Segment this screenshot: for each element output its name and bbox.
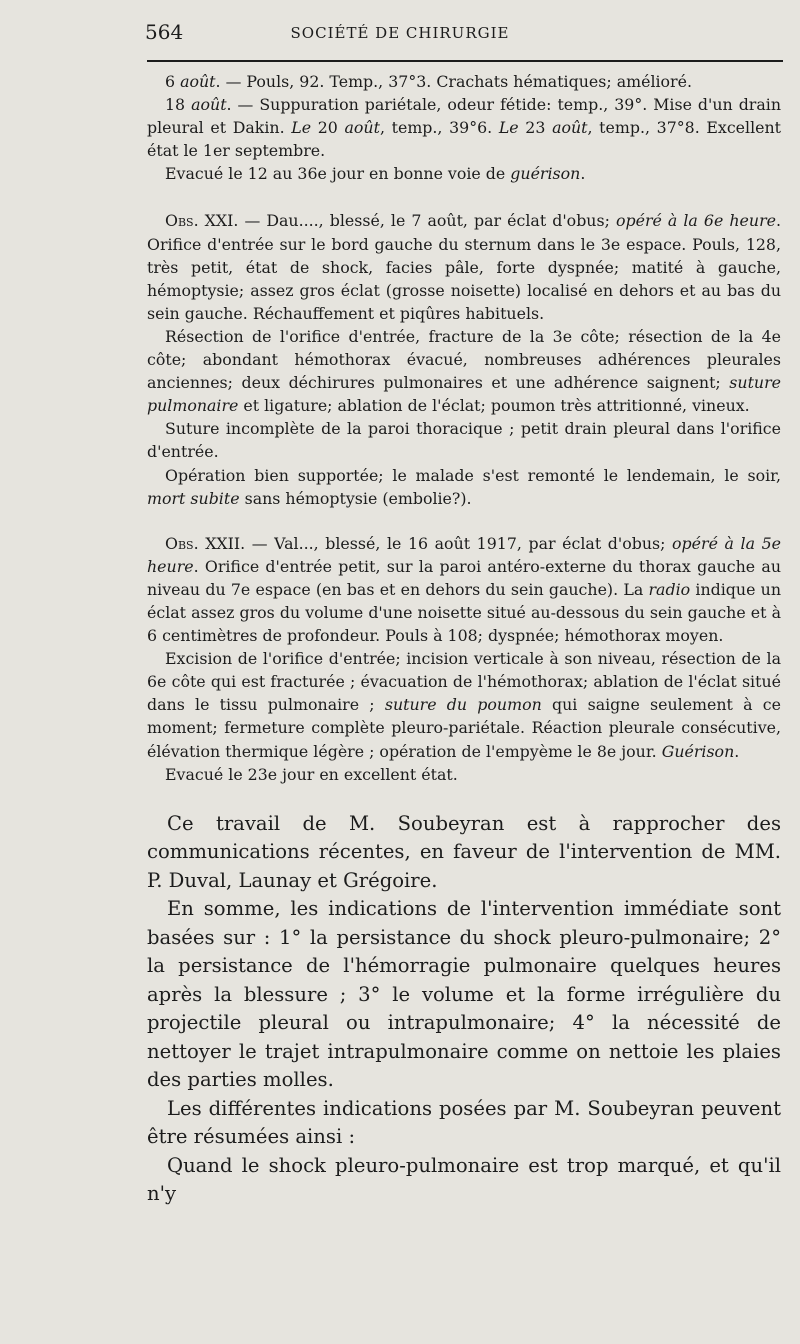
observation-22: Obs. XXII. — Val..., blessé, le 16 août 1917, par éclat d'obus; opéré à la 5e heure. Orifice d'entrée petit, sur la paroi antéro-externe du thorax gauche au niveau du 7e espace (en bas et en dehors du sein gauche). La radio indique un éclat assez gros du volume d'une noisette situé au-dessous du sein gauche et à 6 centimètres de profondeur. Pouls à 108; dyspnée; hémothorax moyen. bbox=[147, 533, 781, 646]
paragraph: En somme, les indications de l'intervention immédiate sont basées sur : 1° la persistance du shock pleuro-pulmonaire; 2° la persistance de l'hémorragie pulmonaire quelques heures après la blessure ; 3° le volume et la forme irrégulière du projectile pleural ou intrapulmonaire; 4° la nécessité de nettoyer le trajet intrapulmonaire comme on nettoie les plaies des parties molles. bbox=[147, 897, 781, 1092]
paragraph: Suture incomplète de la paroi thoracique ; petit drain pleural dans l'orifice d'entrée. bbox=[147, 419, 781, 462]
observation-21: Obs. XXI. — Dau...., blessé, le 7 août, par éclat d'obus; opéré à la 6e heure. Orifice d'entrée sur le bord gauche du sternum dans le 3e espace. Pouls, 128, très petit, état de shock, facies pâle, forte dyspnée; matité à gauche, hémoptysie; assez gros éclat (grosse noisette) localisé en dehors et au bas du sein gauche. Réchauffement et piqûres habituels. bbox=[147, 211, 781, 323]
paragraph: 6 août. — Pouls, 92. Temp., 37°3. Crachats hématiques; amélioré. bbox=[165, 72, 692, 91]
paragraph: Excision de l'orifice d'entrée; incision verticale à son niveau, résection de la 6e côte qui est fracturée ; évacuation de l'hémothorax; ablation de l'éclat situé dans le tissu pulmonaire ; suture du poumon qui saigne seulement à ce moment; fermeture complète pleuro-pariétale. Réaction pleurale consécutive, élévation thermique légère ; opération de l'empyème le 8e jour. Guérison. bbox=[147, 649, 781, 761]
paragraph: Evacué le 23e jour en excellent état. bbox=[165, 764, 458, 784]
paragraph: Résection de l'orifice d'entrée, fracture de la 3e côte; résection de la 4e côte; abondant hémothorax évacué, nombreuses adhérences pleurales anciennes; deux déchirures pulmonaires et une adhérence saignent; suture pulmonaire et ligature; ablation de l'éclat; poumon très attritionné, vineux. bbox=[147, 326, 781, 416]
paragraph: Les différentes indications posées par M. Soubeyran peuvent être résumées ainsi : bbox=[147, 1096, 781, 1149]
running-title: SOCIÉTÉ DE CHIRURGIE bbox=[290, 24, 510, 42]
discussion-section bbox=[147, 810, 781, 1209]
paragraph: Opération bien supportée; le malade s'est remonté le lendemain, le soir, mort subite sans hémoptysie (embolie?). bbox=[147, 465, 781, 508]
header-rule bbox=[147, 60, 783, 62]
paragraph: 18 août. — Suppuration pariétale, odeur fétide: temp., 39°. Mise d'un drain pleural et Dakin. Le 20 août, temp., 39°6. Le 23 août, temp., 37°8. Excellent état le 1er septembre. bbox=[147, 95, 782, 161]
observation-section bbox=[147, 70, 781, 786]
page-header bbox=[0, 18, 800, 48]
paragraph: Evacué le 12 au 36e jour en bonne voie de guérison. bbox=[165, 164, 586, 184]
paragraph: Quand le shock pleuro-pulmonaire est trop marqué, et qu'il n'y bbox=[147, 1153, 781, 1206]
page-number: 564 bbox=[145, 20, 184, 44]
paragraph: Ce travail de M. Soubeyran est à rapprocher des communications récentes, en faveur de l'intervention de MM. P. Duval, Launay et Grégoire. bbox=[147, 811, 781, 892]
page-body bbox=[147, 70, 781, 1209]
